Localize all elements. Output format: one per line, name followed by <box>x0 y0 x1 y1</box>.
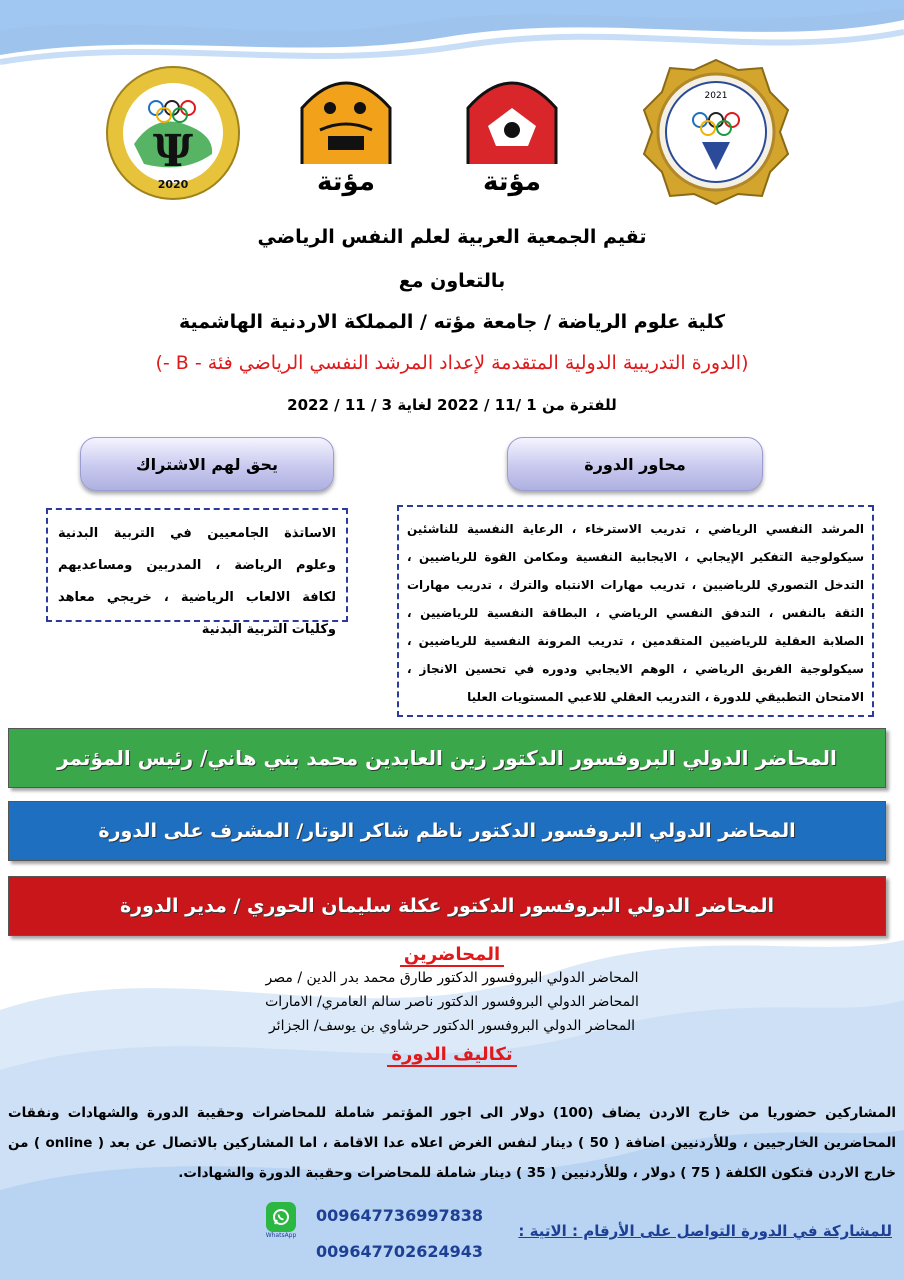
header-line-1: تقيم الجمعية العربية لعلم النفس الرياضي <box>257 226 647 248</box>
logo-council-year: 2020 <box>157 178 189 191</box>
faculty-sport-sciences-logo <box>290 68 402 198</box>
lecturer-item-1: المحاضر الدولي البروفسور الدكتور طارق محمد بدر الدين / مصر <box>265 970 639 986</box>
logo-year-text: 2021 <box>704 91 728 101</box>
svg-text:Ψ: Ψ <box>152 126 194 177</box>
eligibility-text: الاساتذة الجامعيين في التربية البدنية وعلوم الرياضة ، المدربين ومساعديهم لكافة الالعاب الرياضية ، خريجي معاهد وكليات التربية البدنية <box>58 526 336 637</box>
arab-association-sport-psychology-logo <box>642 58 790 206</box>
whatsapp-icon[interactable] <box>266 1202 296 1232</box>
mutah-university-red-logo <box>458 68 566 198</box>
course-axes-box <box>397 505 874 717</box>
banner-course-supervisor: المحاضر الدولي البروفسور الدكتور ناظم شاكر الوتار/ المشرف على الدورة <box>8 801 886 861</box>
lecturer-item-3: المحاضر الدولي البروفسور الدكتور حرشاوي بن يوسف/ الجزائر <box>268 1018 636 1034</box>
course-axes-pill: محاور الدورة <box>507 437 763 491</box>
banner-course-director: المحاضر الدولي البروفسور الدكتور عكلة سليمان الحوري / مدير الدورة <box>8 876 886 936</box>
course-title: (الدورة التدريبية الدولية المتقدمة لإعداد المرشد النفسي الرياضي فئة - B -) <box>155 352 749 374</box>
council-arab-experts-logo <box>104 64 242 202</box>
phone-number-2[interactable]: 009647702624943 <box>316 1242 483 1261</box>
eligibility-box <box>46 508 348 637</box>
whatsapp-label: WhatsApp <box>265 1232 297 1239</box>
eligibility-pill: يحق لهم الاشتراك <box>80 437 334 491</box>
lecturers-title: المحاضرين <box>0 944 904 965</box>
costs-title: تكاليف الدورة <box>0 1044 904 1065</box>
course-axes-text: المرشد النفسي الرياضي ، تدريب الاسترخاء ، الرعاية النفسية للناشئين سيكولوجية التفكير الإيجابي ، الايجابية النفسية ومكامن القوة للرياضيين ، التدخل التصوري للرياضيين ، تدريب مهارات الانتباه والترك ، تدريب مهارات الثقة بالنفس ، التدفق النفسي الرياضي ، البطاقة النفسية للرياضيين ، الصلابة العقلية للرياضيين المتقدمين ، تدريب المرونة النفسية للرياضيين ، سيكولوجية الفريق الرياضي ، الوهم الايجابي ودوره في تحسين الانجاز ، الامتحان التطبيقي للدورة ، التدريب العقلي للاعبي المستويات العليا <box>407 522 864 704</box>
logo-faculty-text: مؤتة <box>317 167 375 197</box>
logo-mutah-text: مؤتة <box>483 167 541 197</box>
header-line-2: بالتعاون مع <box>398 270 506 292</box>
header-line-3: كلية علوم الرياضة / جامعة مؤته / المملكة الاردنية الهاشمية <box>178 311 726 333</box>
contact-label: للمشاركة في الدورة التواصل على الأرقام : الاتية : <box>518 1222 892 1240</box>
phone-number-1[interactable]: 009647736997838 <box>316 1206 483 1225</box>
lecturer-item-2: المحاضر الدولي البروفسور الدكتور ناصر سالم العامري/ الامارات <box>265 994 639 1010</box>
banner-conference-president: المحاضر الدولي البروفسور الدكتور زين العابدين محمد بني هاني/ رئيس المؤتمر <box>8 728 886 788</box>
costs-text: المشاركين حضوريا من خارج الاردن يضاف (100) دولار الى اجور المؤتمر شاملة للمحاضرات وحقيبة الدورة والشهادات ونفقات المحاضرين الخارجيين ، وللأردنيين اضافة ( 50 ) دينار لنفس الغرض اعلاه عدا الاقامة ، اما المشاركين بالاتصال عن بعد ( online ) من خارج الاردن فتكون الكلفة ( 75 ) دولار ، وللأردنيين ( 35 ) دينار شاملة للمحاضرات وحقيبة الدورة والشهادات. <box>8 1105 897 1181</box>
course-period: للفترة من 1 /11 / 2022 لغاية 3 / 11 / 2022 <box>287 396 617 414</box>
